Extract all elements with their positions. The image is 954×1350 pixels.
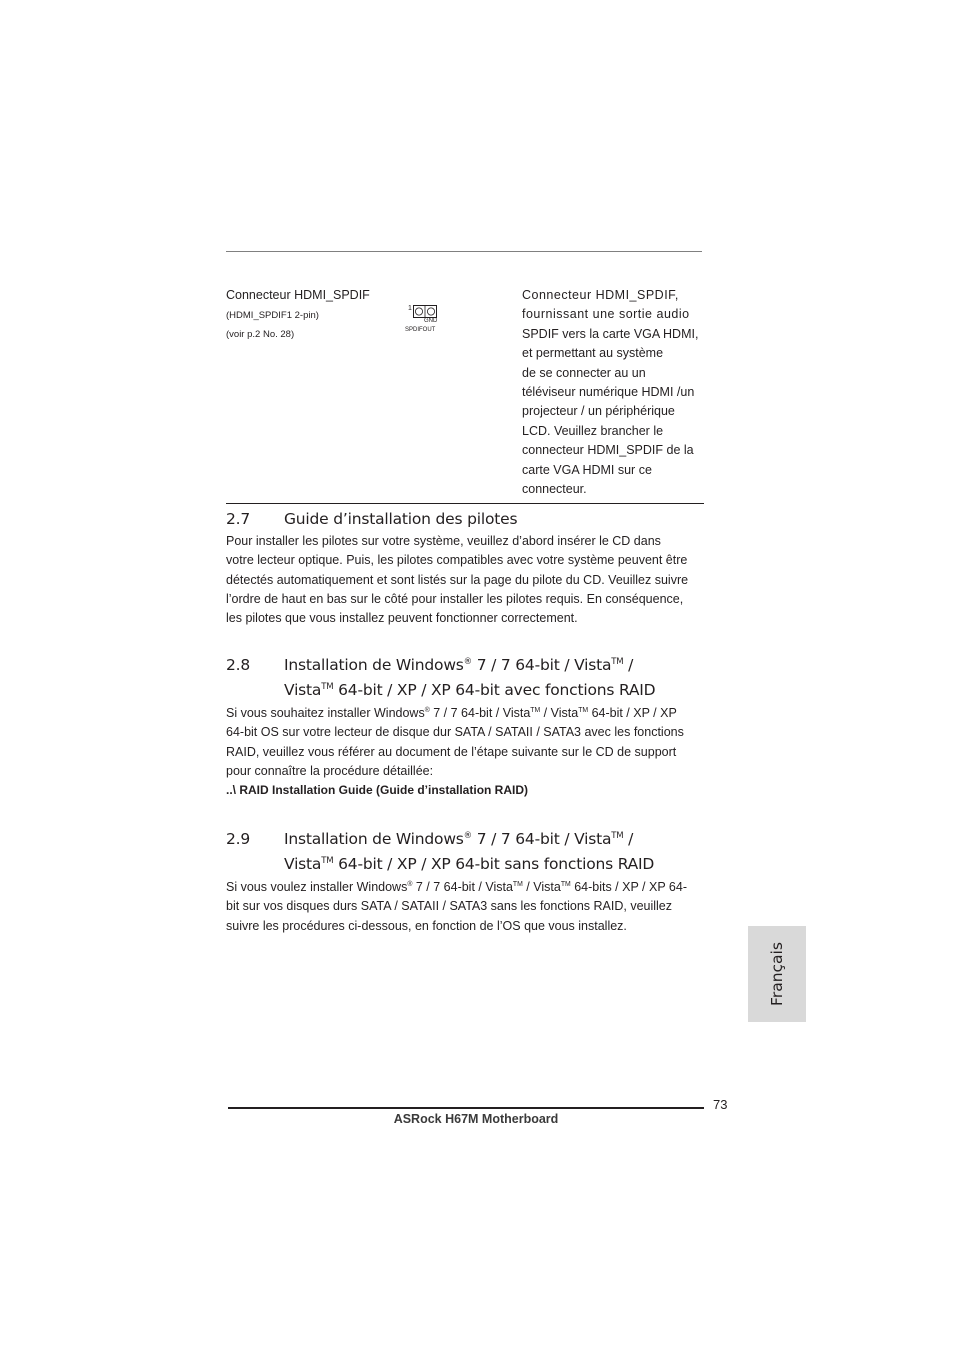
connector-description bbox=[522, 286, 707, 499]
description-line: carte VGA HDMI sur ce bbox=[522, 462, 652, 477]
language-tab bbox=[748, 926, 806, 1022]
description-line: connecteur. bbox=[522, 482, 587, 497]
paragraph-line: pour connaître la procédure détaillée: bbox=[226, 763, 434, 778]
connector-ref: (voir p.2 No. 28) bbox=[226, 329, 295, 340]
spdifout-label: SPDIFOUT bbox=[405, 327, 436, 333]
section-title-line-1: Installation de Windows® 7 / 7 64-bit / Vista™ / bbox=[284, 830, 634, 848]
paragraph-line: Si vous souhaitez installer Windows® 7 / 7 64-bit / Vista™ / Vista™ 64-bit / XP / XP bbox=[226, 706, 677, 720]
footer-product: ASRock H67M Motherboard bbox=[393, 1112, 559, 1126]
description-line: connecteur HDMI_SPDIF de la bbox=[522, 443, 694, 458]
raid-guide-path: ..\ RAID Installation Guide (Guide d’installation RAID) bbox=[226, 783, 529, 798]
paragraph-line: bit sur vos disques durs SATA / SATAII / SATA3 sans les fonctions RAID, veuillez bbox=[226, 899, 673, 914]
connector-title: Connecteur HDMI_SPDIF bbox=[226, 288, 370, 302]
top-rule bbox=[226, 251, 702, 252]
section-title-line-2: Vista™ 64-bit / XP / XP 64-bit sans fonctions RAID bbox=[284, 855, 655, 873]
section-title-line-1: Installation de Windows® 7 / 7 64-bit / Vista™ / bbox=[284, 656, 634, 674]
connector-pins-icon bbox=[413, 305, 437, 318]
gnd-label: GND bbox=[424, 318, 438, 324]
paragraph-line: suivre les procédures ci-dessous, en fonction de l’OS que vous installez. bbox=[226, 918, 627, 933]
description-line: Connecteur HDMI_SPDIF, bbox=[522, 288, 679, 302]
paragraph-line: Si vous voulez installer Windows® 7 / 7 64-bit / Vista™ / Vista™ 64-bits / XP / XP 64- bbox=[226, 880, 687, 894]
section-title: Guide d’installation des pilotes bbox=[284, 510, 518, 528]
connector-diagram bbox=[402, 302, 450, 338]
paragraph-line: 64-bit OS sur votre lecteur de disque dur SATA / SATAII / SATA3 avec les fonctions bbox=[226, 725, 684, 740]
footer-rule bbox=[228, 1107, 704, 1109]
language-tab-label: Français bbox=[768, 942, 786, 1006]
description-line: projecteur / un périphérique bbox=[522, 404, 675, 419]
section-2-9-body bbox=[226, 878, 706, 936]
section-number: 2.9 bbox=[226, 830, 251, 848]
section-2-9-heading bbox=[226, 830, 706, 880]
section-2-8-body bbox=[226, 704, 706, 800]
section-2-8-heading bbox=[226, 656, 706, 706]
connector-rule bbox=[226, 503, 704, 504]
section-2-7-heading bbox=[226, 510, 706, 530]
description-line: LCD. Veuillez brancher le bbox=[522, 423, 664, 438]
connector-pin-info: (HDMI_SPDIF1 2-pin) bbox=[226, 310, 319, 321]
description-line: SPDIF vers la carte VGA HDMI, bbox=[522, 326, 699, 341]
paragraph-line: les pilotes que vous installez peuvent fonctionner correctement. bbox=[226, 611, 578, 626]
section-number: 2.8 bbox=[226, 656, 251, 674]
description-line: et permettant au système bbox=[522, 346, 664, 361]
section-2-7-body bbox=[226, 532, 706, 628]
page-number: 73 bbox=[713, 1097, 728, 1112]
description-line: téléviseur numérique HDMI /un bbox=[522, 385, 695, 400]
paragraph-line: Pour installer les pilotes sur votre système, veuillez d’abord insérer le CD dans bbox=[226, 534, 661, 548]
paragraph-line: détectés automatiquement et sont listés sur la page du pilote du CD. Veuillez suivre bbox=[226, 572, 689, 587]
description-line: fournissant une sortie audio bbox=[522, 307, 690, 322]
section-number: 2.7 bbox=[226, 510, 251, 528]
paragraph-line: RAID, veuillez vous référer au document de l’étape suivante sur le CD de support bbox=[226, 744, 677, 759]
paragraph-line: votre lecteur optique. Puis, les pilotes compatibles avec votre système peuvent être bbox=[226, 553, 688, 568]
pin1-label: 1 bbox=[408, 305, 412, 312]
section-title-line-2: Vista™ 64-bit / XP / XP 64-bit avec fonctions RAID bbox=[284, 681, 656, 699]
description-line: de se connecter au un bbox=[522, 365, 646, 380]
paragraph-line: l’ordre de haut en bas sur le côté pour installer les pilotes requis. En conséquence, bbox=[226, 591, 684, 606]
